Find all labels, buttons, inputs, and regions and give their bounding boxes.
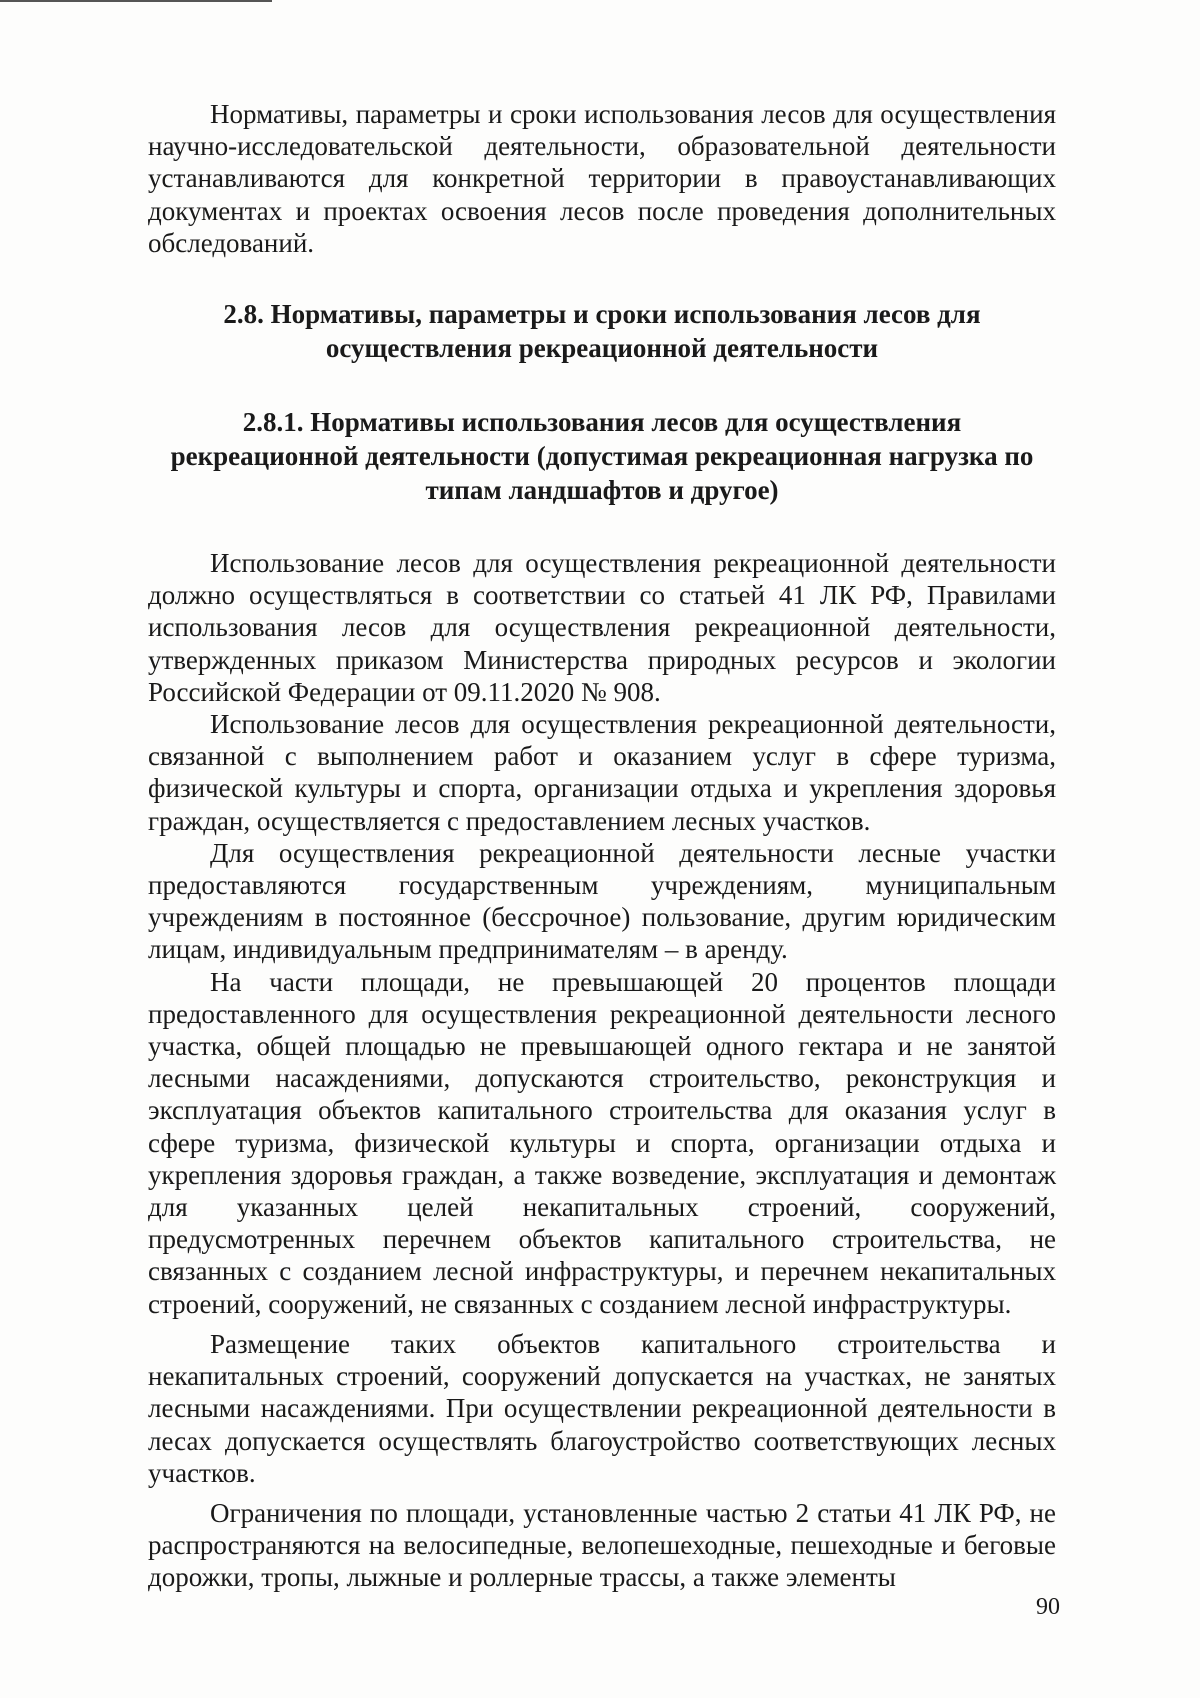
page-number: 90 bbox=[1036, 1594, 1060, 1620]
paragraph-6: Ограничения по площади, установленные частью 2 статьи 41 ЛК РФ, не распространяются на велосипедные, велопешеходные, пешеходные и беговые дорожки, тропы, лыжные и роллерные трассы, а также элементы bbox=[148, 1497, 1056, 1593]
page-body bbox=[148, 98, 1056, 1594]
paragraph-3: Для осуществления рекреационной деятельности лесные участки предоставляются государственным учреждениям, муниципальным учреждениям в постоянное (бессрочное) пользование, другим юридическим лицам, индивидуальным предпринимателям – в аренду. bbox=[148, 837, 1056, 965]
paragraph-1: Использование лесов для осуществления рекреационной деятельности должно осуществляться в соответствии со статьей 41 ЛК РФ, Правилами использования лесов для осуществления рекреационной деятельности, утвержденных приказом Министерства природных ресурсов и экологии Российской Федерации от 09.11.2020 № 908. bbox=[148, 548, 1056, 707]
intro-paragraph: Нормативы, параметры и сроки использования лесов для осуществления научно-исследовательской деятельности, образовательной деятельности устанавливаются для конкретной территории в правоустанавливающих документах и проектах освоения лесов после проведения дополнительных обследований. bbox=[148, 99, 1056, 258]
subsection-heading: 2.8.1. Нормативы использования лесов для осуществления рекреационной деятельности (допустимая рекреационная нагрузка по типам ландшафтов и другое) bbox=[170, 407, 1034, 506]
section-heading: 2.8. Нормативы, параметры и сроки использования лесов для осуществления рекреационной деятельности bbox=[223, 299, 981, 364]
paragraph-5: Размещение таких объектов капитального строительства и некапитальных строений, сооружений допускается на участках, не занятых лесными насаждениями. При осуществлении рекреационной деятельности в лесах допускается осуществлять благоустройство соответствующих лесных участков. bbox=[148, 1328, 1056, 1488]
paragraph-4: На части площади, не превышающей 20 процентов площади предоставленного для осуществления рекреационной деятельности лесного участка, общей площадью не превышающей одного гектара и не занятой лесными насаждениями, допускаются строительство, реконструкция и эксплуатация объектов капитального строительства для оказания услуг в сфере туризма, физической культуры и спорта, организации отдыха и укрепления здоровья граждан, а также возведение, эксплуатация и демонтаж для указанных целей некапитальных строений, сооружений, предусмотренных перечнем объектов капитального строительства, не связанных с созданием лесной инфраструктуры, и перечнем некапитальных строений, сооружений, не связанных с созданием лесной инфраструктуры. bbox=[148, 966, 1056, 1319]
paragraph-2: Использование лесов для осуществления рекреационной деятельности, связанной с выполнением работ и оказанием услуг в сфере туризма, физической культуры и спорта, организации отдыха и укрепления здоровья граждан, осуществляется с предоставлением лесных участков. bbox=[148, 709, 1056, 836]
scan-edge-line bbox=[0, 0, 272, 2]
